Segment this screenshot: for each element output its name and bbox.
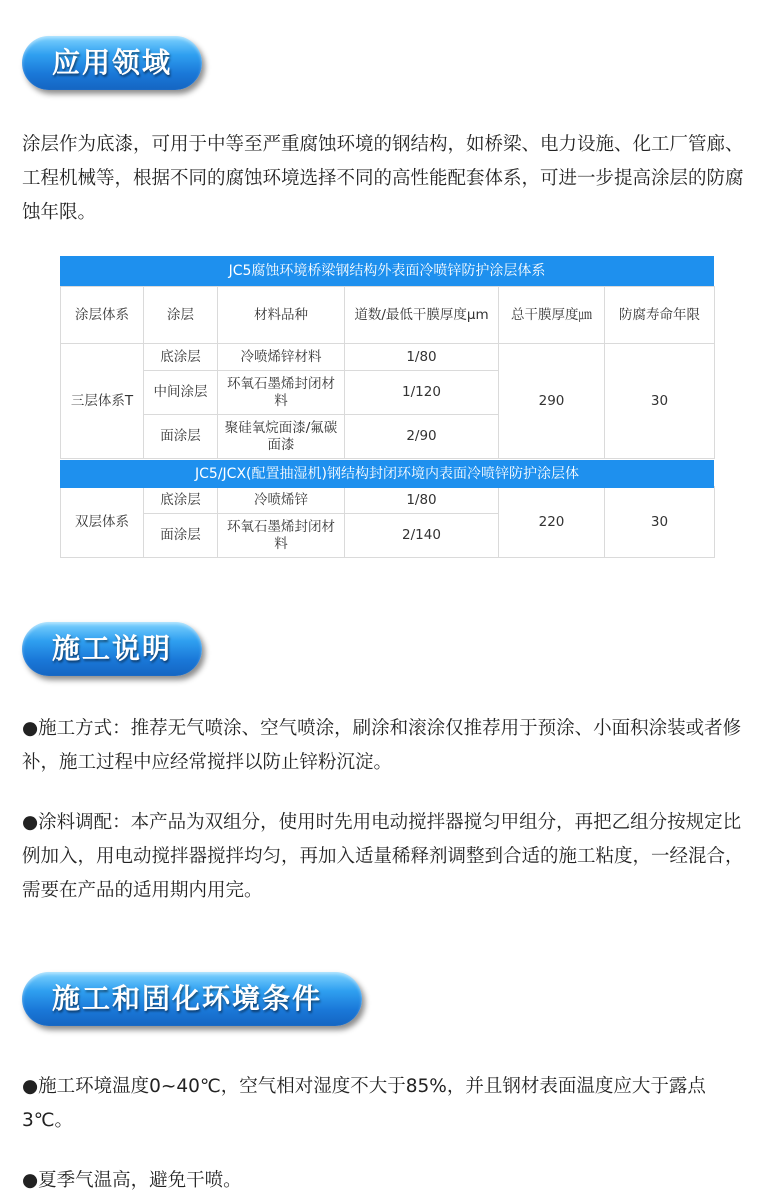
table-part-2 [60, 486, 715, 558]
table-row [61, 344, 715, 371]
spec-cell: 2/140 [345, 514, 499, 558]
material-cell: 环氧石墨烯封闭材料 [218, 371, 345, 415]
header-cell: 防腐寿命年限 [605, 287, 715, 344]
layer-cell: 面涂层 [144, 415, 218, 459]
material-cell: 冷喷烯锌材料 [218, 344, 345, 371]
layer-cell: 底涂层 [144, 344, 218, 371]
material-cell: 冷喷烯锌 [218, 487, 345, 514]
spec-cell: 1/120 [345, 371, 499, 415]
header-cell: 总干膜厚度㎛ [499, 287, 605, 344]
mixing-instructions: ●涂料调配：本产品为双组分，使用时先用电动搅拌器搅匀甲组分，再把乙组分按规定比例加入，用电动搅拌器搅拌均匀，再加入适量稀释剂调整到合适的施工粘度，一经混合，需要在产品的适用期内用完。 [22, 812, 744, 901]
system-name-cell: 双层体系 [61, 487, 144, 558]
spec-cell: 1/80 [345, 344, 499, 371]
layer-cell: 中间涂层 [144, 371, 218, 415]
section-title-construction: 施工说明 [22, 622, 202, 676]
environment-temperature: ●施工环境温度0~40℃，空气相对湿度不大于85%，并且钢材表面温度应大于露点3℃。 [22, 1076, 706, 1131]
header-cell: 道数/最低干膜厚度μm [345, 287, 499, 344]
service-life-cell: 30 [605, 344, 715, 459]
service-life-cell: 30 [605, 487, 715, 558]
total-thickness-cell: 220 [499, 487, 605, 558]
material-cell: 聚硅氧烷面漆/氟碳面漆 [218, 415, 345, 459]
system-name-cell: 三层体系T [61, 344, 144, 459]
total-thickness-cell: 290 [499, 344, 605, 459]
material-cell: 环氧石墨烯封闭材料 [218, 514, 345, 558]
section-title-environment: 施工和固化环境条件 [22, 972, 362, 1026]
layer-cell: 面涂层 [144, 514, 218, 558]
table-title-enclosed: JC5/JCX(配置抽湿机)钢结构封闭环境内表面冷喷锌防护涂层体 [60, 460, 714, 488]
construction-method: ●施工方式：推荐无气喷涂、空气喷涂，刷涂和滚涂仅推荐用于预涂、小面积涂装或者修补，施工过程中应经常搅拌以防止锌粉沉淀。 [22, 718, 742, 773]
application-description: 涂层作为底漆，可用于中等至严重腐蚀环境的钢结构，如桥梁、电力设施、化工厂管廊、工程机械等，根据不同的腐蚀环境选择不同的高性能配套体系，可进一步提高涂层的防腐蚀年限。 [22, 134, 744, 223]
table-header-row [61, 287, 715, 344]
table-part-1 [60, 286, 715, 459]
section-title-application: 应用领域 [22, 36, 202, 90]
header-cell: 材料品种 [218, 287, 345, 344]
layer-cell: 底涂层 [144, 487, 218, 514]
summary-notice: ●夏季气温高，避免干喷。 [22, 1170, 242, 1191]
table-row [61, 487, 715, 514]
header-cell: 涂层体系 [61, 287, 144, 344]
spec-cell: 2/90 [345, 415, 499, 459]
header-cell: 涂层 [144, 287, 218, 344]
spec-cell: 1/80 [345, 487, 499, 514]
table-title-bridge: JC5腐蚀环境桥梁钢结构外表面冷喷锌防护涂层体系 [60, 256, 714, 286]
